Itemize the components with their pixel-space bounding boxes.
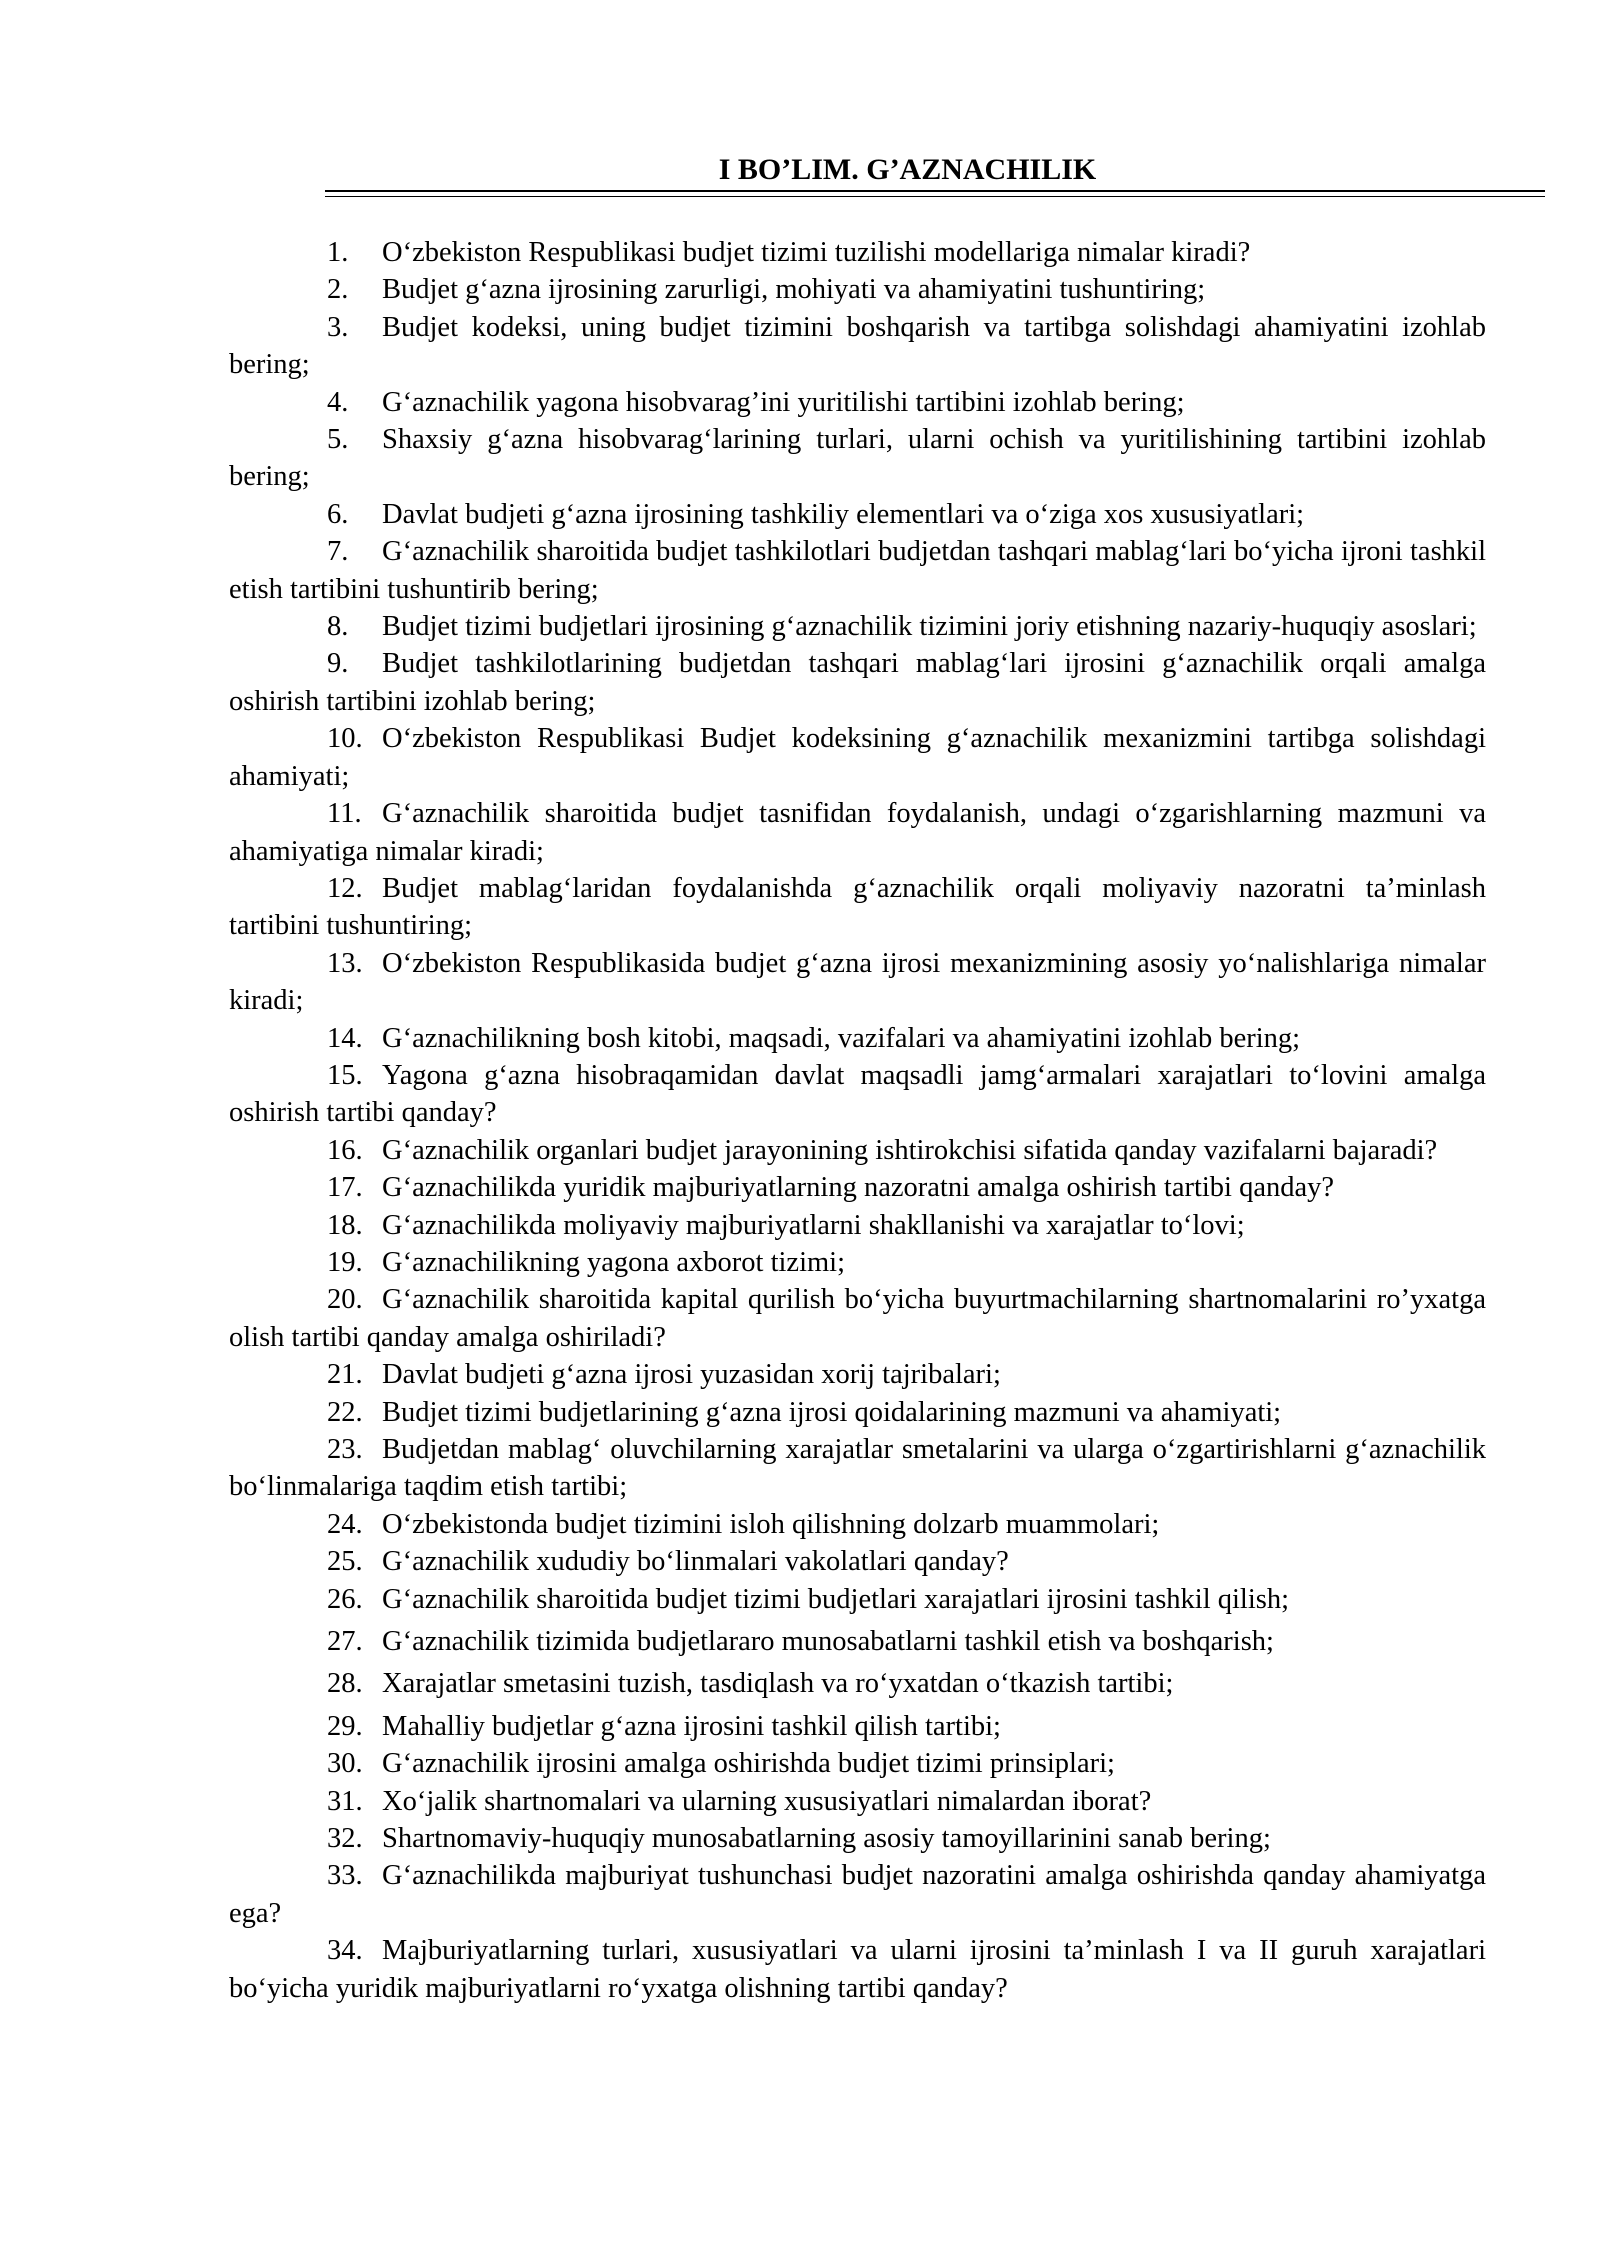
question-text: G‘aznachilikda moliyaviy majburiyatlarni shakllanishi va xarajatlar to‘lovi; [382,1209,1245,1241]
question-text: O‘zbekiston Respublikasi Budjet kodeksining g‘aznachilik mexanizmini tartibga solishdagi ahamiyati; [229,723,1486,792]
question-item [229,1431,1486,1506]
question-item [229,1708,1486,1745]
question-item [229,645,1486,720]
question-item [229,234,1486,271]
question-number: 31. [327,1785,363,1817]
question-item [229,1506,1486,1543]
question-number: 34. [327,1935,363,1967]
question-text: O‘zbekiston Respublikasida budjet g‘azna ijrosi mexanizmining asosiy yo‘nalishlariga nimalar kiradi; [229,947,1486,1017]
question-number: 13. [327,947,363,979]
question-text: G‘aznachilik sharoitida budjet tashkilotlari budjetdan tashqari mablag‘lari bo‘yicha ijroni tashkil etish tartibini tushuntirib bering; [229,536,1486,605]
question-text: Yagona g‘azna hisobraqamidan davlat maqsadli jamg‘armalari xarajatlari to‘lovini amalga oshirish tartibi qanday? [229,1059,1486,1129]
question-item [229,1783,1486,1820]
question-number: 20. [327,1284,363,1316]
question-text: Davlat budjeti g‘azna ijrosi yuzasidan xorij tajribalari; [382,1359,1001,1391]
question-item [229,608,1486,645]
question-number: 28. [327,1668,363,1700]
question-number: 8. [327,611,349,643]
question-item [229,421,1486,496]
question-text: G‘aznachilikda yuridik majburiyatlarning nazoratni amalga oshirish tartibi qanday? [382,1172,1335,1204]
question-text: Shartnomaviy-huquqiy munosabatlarning asosiy tamoyillarinini sanab bering; [382,1823,1271,1855]
question-item [229,1281,1486,1356]
question-number: 24. [327,1508,363,1540]
question-text: G‘aznachilik sharoitida budjet tizimi budjetlari xarajatlari ijrosini tashkil qilish; [382,1583,1290,1615]
question-item [229,795,1486,870]
question-number: 27. [327,1626,363,1658]
question-item [229,1932,1486,2007]
question-text: O‘zbekiston Respublikasi budjet tizimi tuzilishi modellariga nimalar kiradi? [382,237,1251,268]
question-item [229,1745,1486,1782]
question-text: G‘aznachilik ijrosini amalga oshirishda budjet tizimi prinsiplari; [382,1748,1115,1780]
question-number: 1. [327,237,349,268]
question-text: G‘aznachilik xududiy bo‘linmalari vakolatlari qanday? [382,1546,1009,1578]
question-text: Budjet g‘azna ijrosining zarurligi, mohiyati va ahamiyatini tushuntiring; [382,274,1206,306]
question-number: 10. [327,723,363,755]
question-item [229,1394,1486,1431]
question-number: 18. [327,1209,363,1241]
question-text: O‘zbekistonda budjet tizimini isloh qilishning dolzarb muammolari; [382,1508,1160,1540]
question-text: Budjet tashkilotlarining budjetdan tashqari mablag‘lari ijrosini g‘aznachilik orqali amalga oshirish tartibini izohlab bering; [229,648,1486,717]
question-number: 22. [327,1396,363,1428]
question-number: 15. [327,1059,363,1091]
question-number: 7. [327,536,349,568]
question-text: Budjet kodeksi, uning budjet tizimini boshqarish va tartibga solishdagi ahamiyatini izohlab bering; [229,311,1486,381]
question-item [229,271,1486,308]
question-number: 32. [327,1823,363,1855]
question-text: G‘aznachilik organlari budjet jarayonining ishtirokchisi sifatida qanday vazifalarni bajaradi? [382,1134,1438,1166]
title-underline-thin [325,196,1545,197]
question-text: Budjet mablag‘laridan foydalanishda g‘aznachilik orqali moliyaviy nazoratni ta’minlash tartibini tushuntiring; [229,872,1486,942]
question-item [229,1057,1486,1132]
question-number: 2. [327,274,349,306]
question-text: G‘aznachilikda majburiyat tushunchasi budjet nazoratini amalga oshirishda qanday ahamiyatga ega? [229,1860,1486,1929]
question-item [229,309,1486,384]
question-number: 5. [327,424,349,456]
question-number: 17. [327,1172,363,1204]
question-item [229,1356,1486,1393]
question-text: Budjet tizimi budjetlari ijrosining g‘aznachilik tizimini joriy etishning nazariy-huquqiy asoslari; [382,611,1477,643]
question-text: Xarajatlar smetasini tuzish, tasdiqlash va ro‘yxatdan o‘tkazish tartibi; [382,1668,1174,1700]
question-text: G‘aznachilik tizimida budjetlararo munosabatlarni tashkil etish va boshqarish; [382,1626,1274,1658]
question-text: Xo‘jalik shartnomalari va ularning xususiyatlari nimalardan iborat? [382,1785,1152,1817]
question-number: 6. [327,498,349,530]
question-item [229,1581,1486,1618]
title-underline-thick [325,190,1545,192]
question-number: 19. [327,1246,363,1278]
question-text: G‘aznachilik sharoitida kapital qurilish bo‘yicha buyurtmachilarning shartnomalarini ro’yxatga olish tartibi qanday amalga oshiriladi? [229,1284,1486,1353]
question-text: Mahalliy budjetlar g‘azna ijrosini tashkil qilish tartibi; [382,1710,1001,1742]
question-item [229,1665,1486,1702]
question-item [229,496,1486,533]
question-item [229,1207,1486,1244]
question-item [229,1543,1486,1580]
question-item [229,1623,1486,1660]
question-item [229,1857,1486,1932]
question-item [229,1820,1486,1857]
question-number: 29. [327,1710,363,1742]
question-number: 14. [327,1022,363,1054]
question-item [229,1169,1486,1206]
section-title: I BO’LIM. G’AZNACHILIK [718,153,1097,186]
question-number: 3. [327,311,349,343]
question-number: 12. [327,872,363,904]
question-number: 4. [327,386,349,418]
question-item [229,1132,1486,1169]
question-number: 11. [327,798,362,830]
question-item [229,870,1486,945]
question-text: Budjet tizimi budjetlarining g‘azna ijrosi qoidalarining mazmuni va ahamiyati; [382,1396,1282,1428]
question-item [229,945,1486,1020]
question-item [229,720,1486,795]
question-text: Budjetdan mablag‘ oluvchilarning xarajatlar smetalarini va ularga o‘zgartirishlarni g‘aznachilik bo‘linmalariga taqdim etish tartibi; [229,1434,1486,1503]
question-text: G‘aznachilik sharoitida budjet tasnifidan foydalanish, undagi o‘zgarishlarning mazmuni va ahamiyatiga nimalar kiradi; [229,798,1486,867]
question-number: 9. [327,648,349,680]
question-text: Majburiyatlarning turlari, xususiyatlari va ularni ijrosini ta’minlash I va II guruh xarajatlari bo‘yicha yuridik majburiyatlarni ro‘yxatga olishning tartibi qanday? [229,1935,1486,2004]
question-text: Shaxsiy g‘azna hisobvarag‘larining turlari, ularni ochish va yuritilishining tartibini izohlab bering; [229,424,1486,493]
question-text: G‘aznachilikning bosh kitobi, maqsadi, vazifalari va ahamiyatini izohlab bering; [382,1022,1301,1054]
question-number: 33. [327,1860,363,1892]
question-list [229,234,1486,2007]
question-number: 23. [327,1434,363,1465]
question-number: 16. [327,1134,363,1166]
question-text: Davlat budjeti g‘azna ijrosining tashkiliy elementlari va o‘ziga xos xususiyatlari; [382,498,1305,530]
question-text: G‘aznachilik yagona hisobvarag’ini yuritilishi tartibini izohlab bering; [382,386,1185,418]
question-number: 25. [327,1546,363,1578]
question-item [229,1020,1486,1057]
question-item [229,533,1486,608]
question-number: 30. [327,1748,363,1780]
question-item [229,1244,1486,1281]
question-number: 26. [327,1583,363,1615]
question-text: G‘aznachilikning yagona axborot tizimi; [382,1246,845,1278]
question-number: 21. [327,1359,363,1391]
question-item [229,384,1486,421]
